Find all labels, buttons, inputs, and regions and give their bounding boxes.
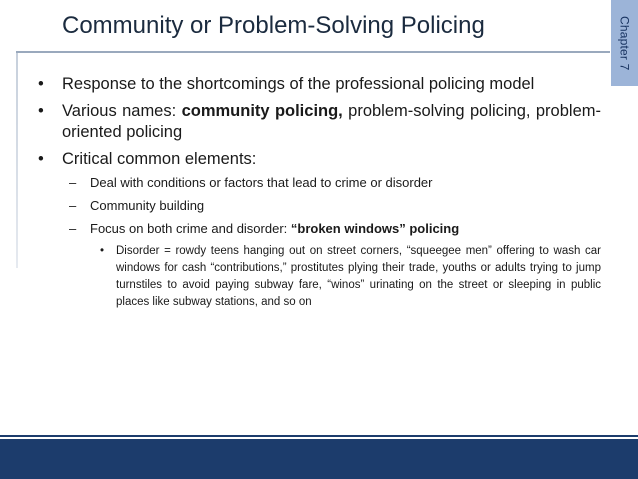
bullet-dot-icon: • bbox=[38, 102, 44, 120]
bullet-dot-icon: • bbox=[100, 245, 105, 257]
bullet-2-prefix: Various names: bbox=[62, 102, 182, 120]
bullet-2 bbox=[38, 101, 601, 143]
chapter-label: Chapter 7 bbox=[617, 15, 632, 71]
side-divider bbox=[16, 53, 18, 268]
bullet-1 bbox=[38, 74, 601, 95]
bullet-3-text: Critical common elements: bbox=[62, 150, 257, 168]
bullet-1-text: Response to the shortcomings of the professional policing model bbox=[62, 75, 535, 93]
slide-body bbox=[38, 74, 601, 311]
footer-divider bbox=[0, 435, 638, 437]
bullet-3 bbox=[38, 149, 601, 170]
slide-title: Community or Problem-Solving Policing bbox=[62, 12, 485, 39]
sub-bullet-2 bbox=[38, 197, 601, 215]
sub-bullet-1-text: Deal with conditions or factors that lead to crime or disorder bbox=[90, 175, 433, 190]
sub-bullet-1 bbox=[38, 174, 601, 192]
bullet-2-suffix: problem-solving policing, problem-oriented policing bbox=[62, 102, 601, 141]
sub-bullet-2-text: Community building bbox=[90, 198, 205, 213]
chapter-tab bbox=[611, 0, 638, 86]
detail-bullet bbox=[38, 243, 601, 311]
bullet-dot-icon: • bbox=[38, 75, 44, 93]
dash-icon: – bbox=[69, 198, 77, 213]
sub-bullet-3 bbox=[38, 220, 601, 238]
sub-bullet-3-prefix: Focus on both crime and disorder: bbox=[90, 221, 291, 236]
dash-icon: – bbox=[69, 221, 77, 236]
detail-text: Disorder = rowdy teens hanging out on street corners, “squeegee men” offering to wash car windows for cash “contributions,” prostitutes plying their trade, youths or adults trying to jump turnstiles to avoid paying subway fare, “winos” urinating on the street or sleeping in public places like subway stations, and so on bbox=[116, 245, 601, 308]
footer-bar bbox=[0, 439, 638, 479]
dash-icon: – bbox=[69, 175, 77, 190]
title-divider bbox=[16, 51, 610, 53]
bullet-dot-icon: • bbox=[38, 150, 44, 168]
sub-bullet-3-bold: “broken windows” policing bbox=[290, 221, 460, 236]
bullet-2-bold: community policing, bbox=[181, 102, 343, 120]
